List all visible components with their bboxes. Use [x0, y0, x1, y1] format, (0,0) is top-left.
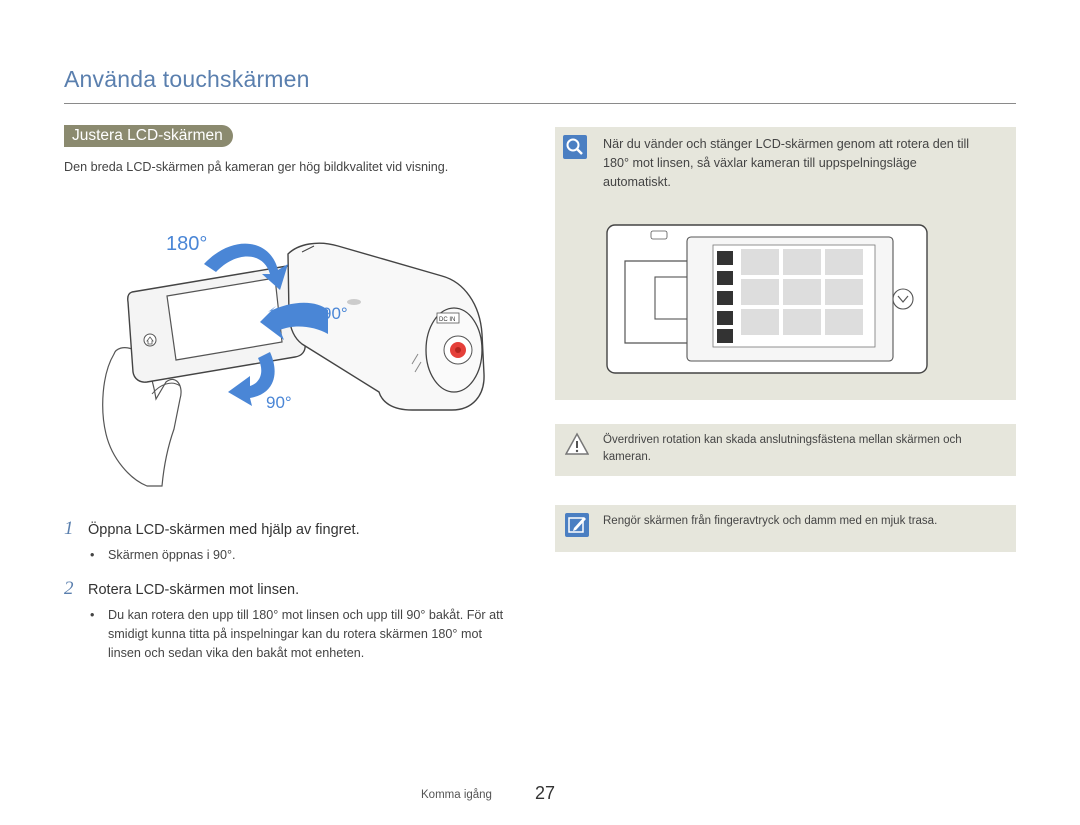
title-divider — [64, 103, 1016, 104]
angle-90-mid-label: 90° — [322, 304, 348, 323]
footer-chapter-label: Komma igång — [421, 789, 492, 801]
angle-180-label: 180° — [166, 233, 208, 255]
step-1-text: Öppna LCD-skärmen med hjälp av fingret. — [88, 522, 360, 538]
step-1-bullet-text: Skärmen öppnas i 90°. — [108, 548, 236, 562]
intro-paragraph: Den breda LCD-skärmen på kameran ger hög bildkvalitet vid visning. — [64, 160, 449, 174]
magnifier-icon — [563, 135, 587, 159]
info-text: När du vänder och stänger LCD-skärmen genom att rotera den till 180° mot linsen, så växlar kameran till uppspelningsläge automatiskt. — [603, 137, 970, 189]
step-1-number: 1 — [64, 518, 74, 539]
step-2-bullet-text: Du kan rotera den upp till 180° mot linsen och upp till 90° bakåt. För att smidigt kunna titta på inspelningar kan du rotera skärmen 180° mot linsen och sedan vika den bakåt mot enheten. — [108, 608, 504, 660]
tip-text: Rengör skärmen från fingeravtryck och damm med en mjuk trasa. — [603, 515, 938, 527]
page-title: Använda touchskärmen — [64, 66, 310, 92]
step-2-number: 2 — [64, 578, 74, 599]
bullet-dot: • — [90, 608, 95, 622]
step-2-text: Rotera LCD-skärmen mot linsen. — [88, 582, 300, 598]
flipped-lcd-illustration — [605, 223, 930, 376]
warning-text: Överdriven rotation kan skada anslutningsfästena mellan skärmen och kameran. — [603, 434, 962, 463]
angle-90-bottom-label: 90° — [266, 393, 292, 412]
tip-box — [555, 505, 1016, 552]
page-number: 27 — [535, 783, 556, 803]
pencil-note-icon — [565, 513, 589, 537]
info-box — [555, 127, 1016, 400]
camcorder-rotation-illustration — [92, 224, 512, 494]
step-2-bullet — [90, 606, 518, 663]
bullet-dot: • — [90, 548, 95, 562]
step-1 — [64, 518, 360, 540]
step-2 — [64, 578, 299, 600]
section-heading: Justera LCD-skärmen — [64, 125, 233, 147]
step-1-bullet — [90, 546, 490, 565]
warning-box — [555, 424, 1016, 476]
warning-triangle-icon — [565, 432, 589, 456]
dc-in-label: DC IN — [439, 317, 456, 323]
